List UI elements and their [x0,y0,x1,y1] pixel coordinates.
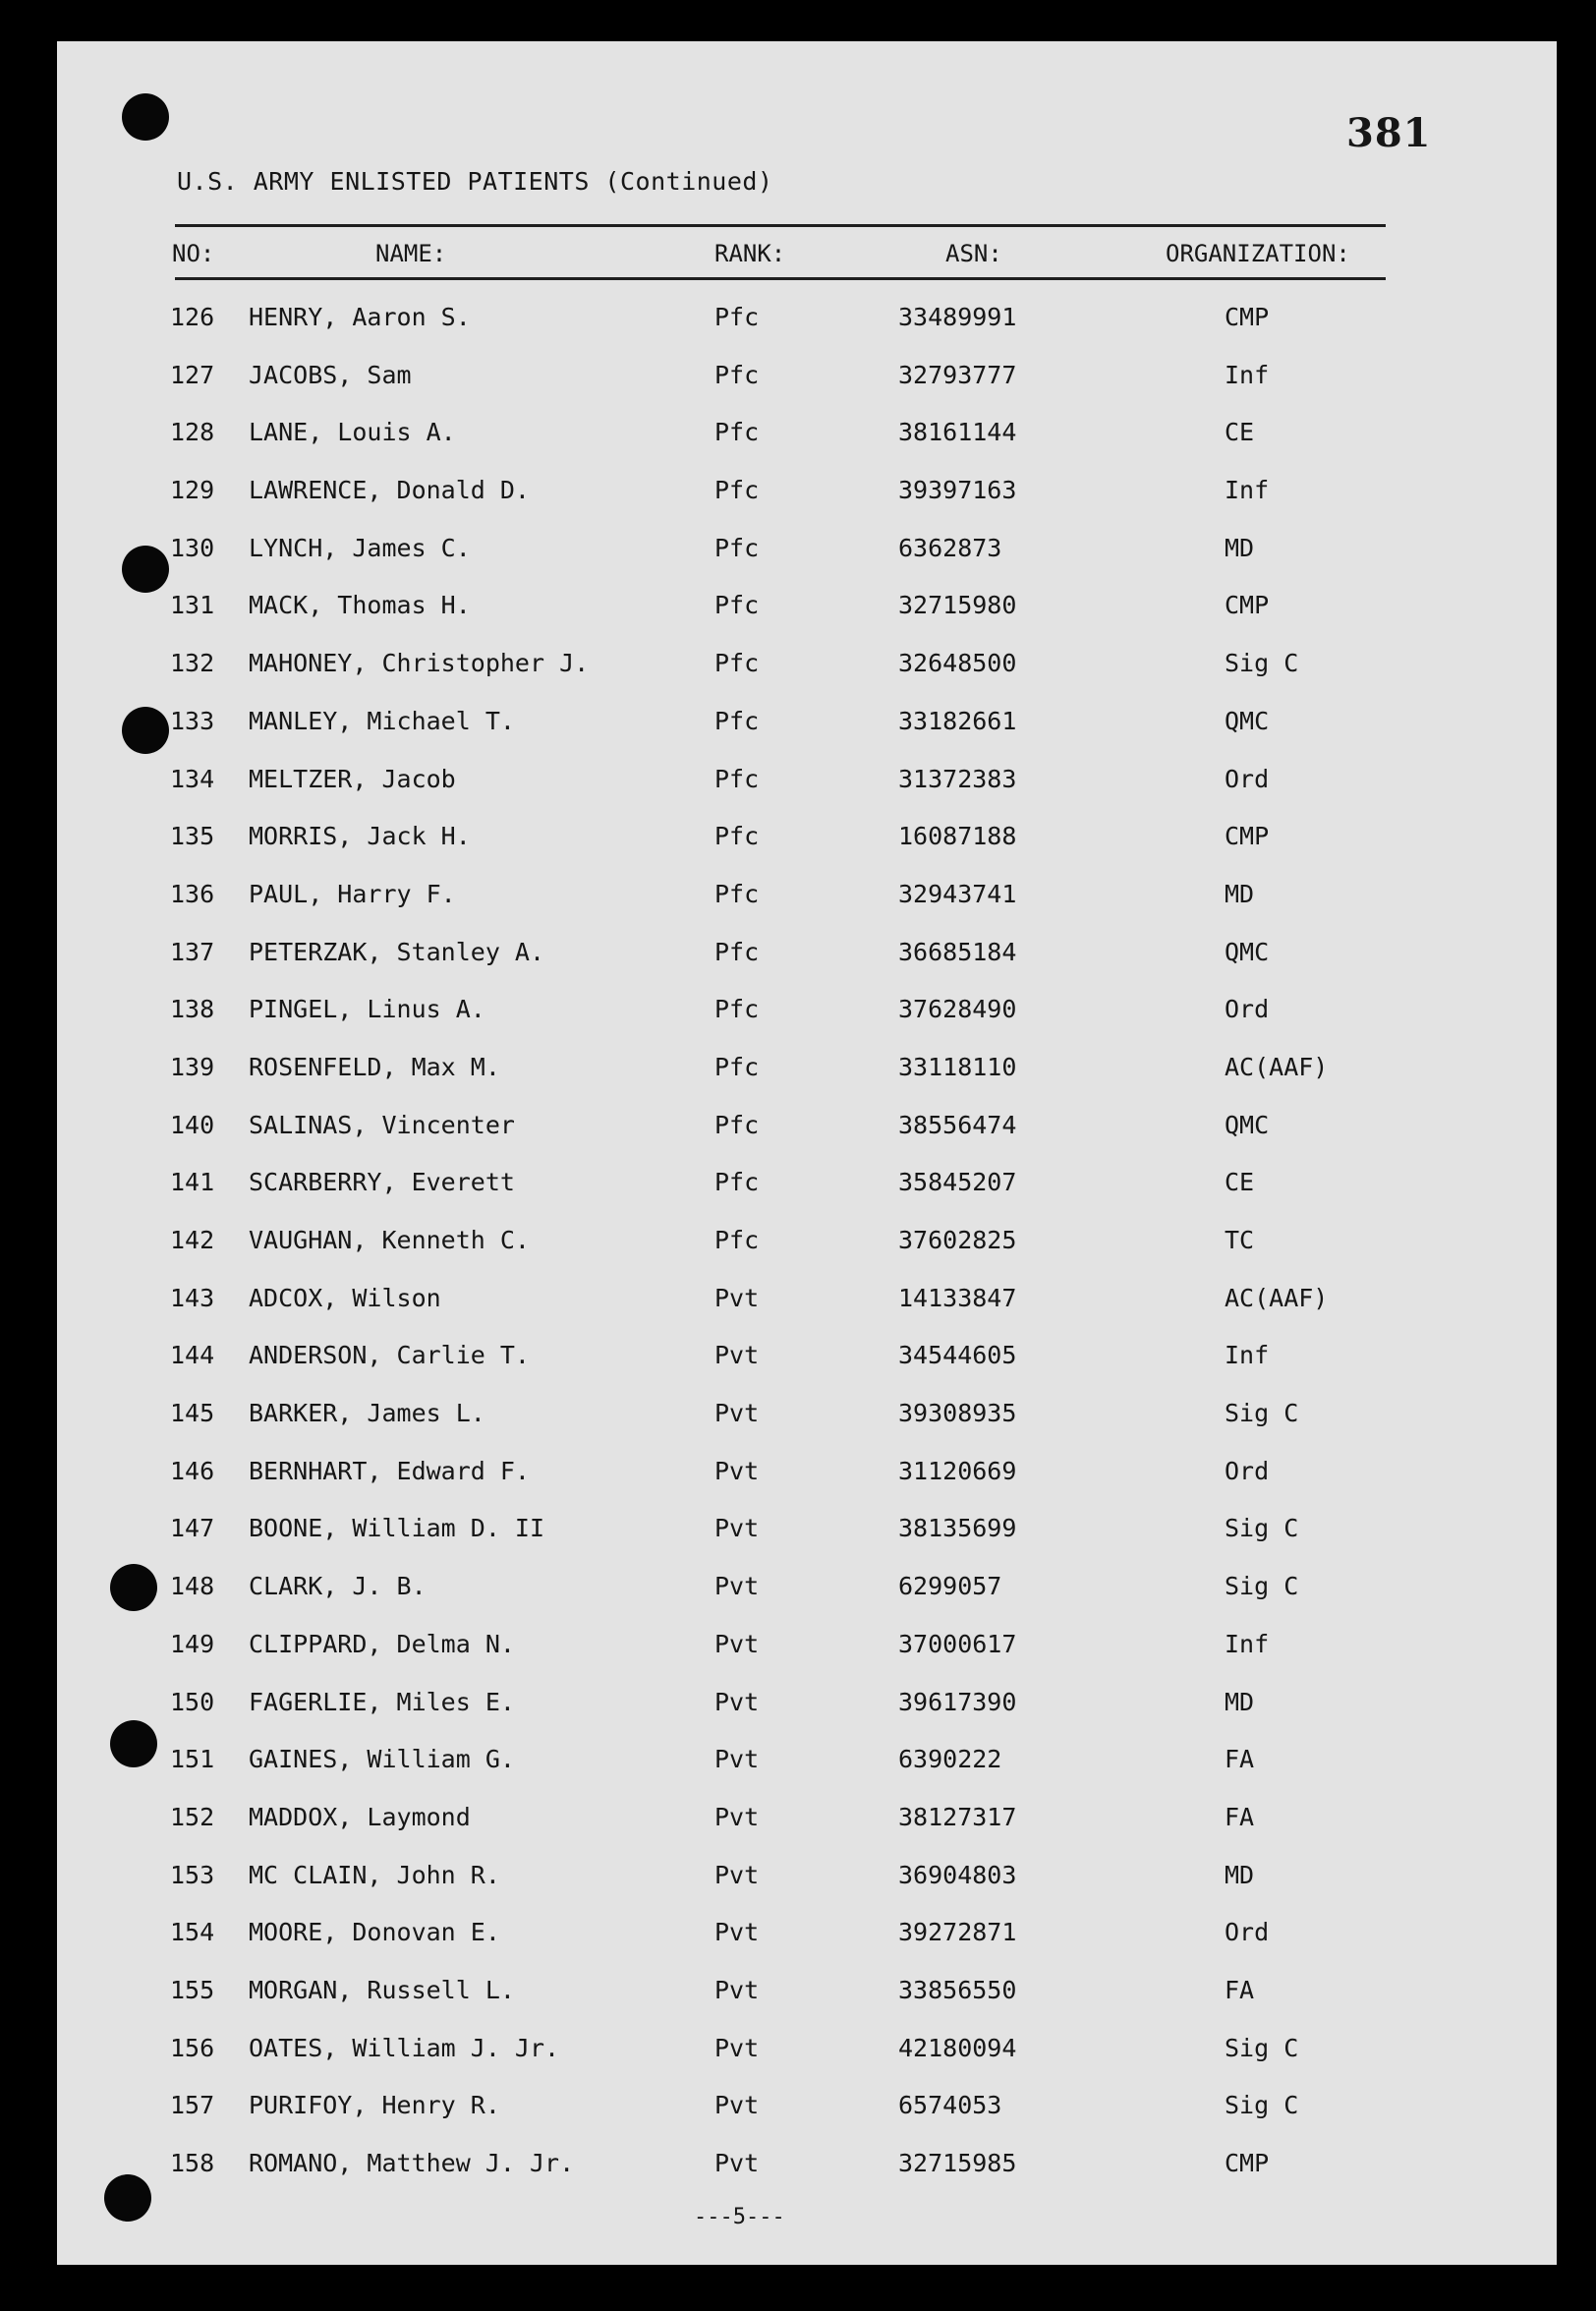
cell-name: MC CLAIN, John R. [249,1860,500,1889]
page-footer: ---5--- [694,2205,785,2229]
cell-rank: Pvt [714,1572,760,1601]
cell-no: 134 [170,764,215,793]
header-bottom-rule [175,277,1386,280]
cell-name: VAUGHAN, Kenneth C. [249,1226,530,1254]
cell-no: 130 [170,533,215,562]
cell-name: CLIPPARD, Delma N. [249,1629,515,1658]
header-top-rule [175,224,1386,227]
column-header-no: NO: [172,240,215,267]
cell-rank: Pvt [714,1802,760,1831]
cell-organization: QMC [1225,937,1270,966]
cell-organization: Ord [1225,995,1270,1024]
cell-no: 137 [170,937,215,966]
cell-name: MAHONEY, Christopher J. [249,649,590,678]
cell-asn: 32943741 [898,879,1017,908]
cell-name: GAINES, William G. [249,1745,515,1774]
cell-no: 149 [170,1629,215,1658]
cell-rank: Pfc [714,649,760,678]
cell-no: 132 [170,649,215,678]
cell-no: 147 [170,1514,215,1543]
cell-rank: Pvt [714,2091,760,2120]
cell-rank: Pvt [714,1629,760,1658]
punch-hole [122,93,169,141]
cell-asn: 36685184 [898,937,1017,966]
cell-rank: Pfc [714,476,760,505]
cell-name: SCARBERRY, Everett [249,1168,515,1197]
table-row [0,822,1596,880]
cell-asn: 39272871 [898,1918,1017,1947]
table-row [0,2091,1596,2149]
column-header-rank: RANK: [714,240,786,267]
cell-no: 129 [170,476,215,505]
cell-organization: CMP [1225,2149,1270,2177]
cell-no: 136 [170,879,215,908]
table-row [0,1861,1596,1919]
cell-organization: FA [1225,1975,1255,2004]
cell-rank: Pfc [714,1110,760,1139]
cell-asn: 39308935 [898,1399,1017,1428]
cell-name: SALINAS, Vincenter [249,1110,515,1139]
cell-name: BERNHART, Edward F. [249,1456,530,1485]
cell-rank: Pfc [714,1052,760,1081]
table-row [0,2149,1596,2207]
table-row [0,1053,1596,1111]
cell-no: 156 [170,2033,215,2062]
table-row [0,1457,1596,1515]
cell-no: 157 [170,2091,215,2120]
cell-rank: Pvt [714,1860,760,1889]
cell-organization: TC [1225,1226,1255,1254]
cell-organization: CE [1225,1168,1255,1197]
cell-asn: 6574053 [898,2091,1002,2120]
cell-name: BOONE, William D. II [249,1514,545,1543]
cell-organization: FA [1225,1745,1255,1774]
cell-organization: FA [1225,1802,1255,1831]
cell-organization: Inf [1225,1629,1270,1658]
cell-rank: Pvt [714,1514,760,1543]
table-row [0,1226,1596,1284]
cell-organization: Sig C [1225,2033,1299,2062]
cell-asn: 33856550 [898,1975,1017,2004]
cell-organization: Sig C [1225,1572,1299,1601]
cell-rank: Pfc [714,533,760,562]
cell-asn: 37602825 [898,1226,1017,1254]
cell-asn: 6362873 [898,533,1002,562]
cell-asn: 33489991 [898,303,1017,331]
cell-organization: Ord [1225,1456,1270,1485]
table-row [0,303,1596,361]
cell-asn: 32793777 [898,360,1017,389]
table-row [0,765,1596,823]
table-row [0,1399,1596,1457]
cell-name: MACK, Thomas H. [249,591,471,620]
cell-rank: Pvt [714,1456,760,1485]
table-row [0,1918,1596,1976]
cell-name: ROSENFELD, Max M. [249,1052,500,1081]
cell-rank: Pfc [714,706,760,735]
cell-no: 148 [170,1572,215,1601]
cell-rank: Pfc [714,418,760,447]
table-row [0,880,1596,938]
cell-name: PURIFOY, Henry R. [249,2091,500,2120]
column-header-asn: ASN: [945,240,1002,267]
cell-asn: 38127317 [898,1802,1017,1831]
cell-asn: 33118110 [898,1052,1017,1081]
cell-asn: 32648500 [898,649,1017,678]
cell-rank: Pfc [714,1226,760,1254]
table-row [0,1514,1596,1572]
table-row [0,649,1596,707]
cell-no: 154 [170,1918,215,1947]
table-row [0,1630,1596,1688]
cell-name: MELTZER, Jacob [249,764,456,793]
cell-rank: Pvt [714,1975,760,2004]
cell-asn: 38161144 [898,418,1017,447]
cell-name: HENRY, Aaron S. [249,303,471,331]
cell-no: 139 [170,1052,215,1081]
cell-asn: 6299057 [898,1572,1002,1601]
cell-asn: 31372383 [898,764,1017,793]
cell-rank: Pfc [714,822,760,851]
cell-name: ADCOX, Wilson [249,1283,441,1312]
table-row [0,2034,1596,2092]
cell-organization: Inf [1225,360,1270,389]
page-number: 381 [1346,110,1432,156]
cell-organization: CMP [1225,822,1270,851]
cell-organization: CE [1225,418,1255,447]
cell-name: JACOBS, Sam [249,360,412,389]
cell-organization: QMC [1225,706,1270,735]
table-row [0,995,1596,1053]
cell-rank: Pvt [714,1341,760,1370]
cell-rank: Pvt [714,1745,760,1774]
cell-rank: Pfc [714,303,760,331]
cell-rank: Pfc [714,879,760,908]
cell-no: 141 [170,1168,215,1197]
cell-no: 127 [170,360,215,389]
table-row [0,1803,1596,1861]
cell-asn: 32715985 [898,2149,1017,2177]
cell-organization: Inf [1225,476,1270,505]
cell-no: 138 [170,995,215,1024]
cell-name: MADDOX, Laymond [249,1802,471,1831]
cell-organization: Ord [1225,764,1270,793]
cell-name: LANE, Louis A. [249,418,456,447]
cell-rank: Pvt [714,1687,760,1716]
cell-name: ANDERSON, Carlie T. [249,1341,530,1370]
cell-asn: 37628490 [898,995,1017,1024]
cell-no: 150 [170,1687,215,1716]
cell-organization: Sig C [1225,2091,1299,2120]
cell-organization: Sig C [1225,649,1299,678]
cell-rank: Pvt [714,2033,760,2062]
document-title: U.S. ARMY ENLISTED PATIENTS (Continued) [177,167,773,196]
table-row [0,1688,1596,1746]
cell-no: 146 [170,1456,215,1485]
cell-rank: Pfc [714,764,760,793]
cell-asn: 36904803 [898,1860,1017,1889]
cell-rank: Pfc [714,1168,760,1197]
cell-organization: Sig C [1225,1514,1299,1543]
cell-name: PINGEL, Linus A. [249,995,485,1024]
cell-no: 144 [170,1341,215,1370]
cell-name: MORRIS, Jack H. [249,822,471,851]
cell-rank: Pvt [714,1283,760,1312]
table-row [0,591,1596,649]
cell-rank: Pvt [714,1918,760,1947]
table-row [0,1572,1596,1630]
cell-name: MANLEY, Michael T. [249,706,515,735]
cell-no: 151 [170,1745,215,1774]
cell-name: LYNCH, James C. [249,533,471,562]
cell-name: MORGAN, Russell L. [249,1975,515,2004]
cell-name: BARKER, James L. [249,1399,485,1428]
cell-asn: 33182661 [898,706,1017,735]
cell-no: 145 [170,1399,215,1428]
table-row [0,1341,1596,1399]
cell-asn: 37000617 [898,1629,1017,1658]
cell-no: 131 [170,591,215,620]
table-row [0,1976,1596,2034]
cell-name: PETERZAK, Stanley A. [249,937,545,966]
cell-asn: 38556474 [898,1110,1017,1139]
table-row [0,418,1596,476]
table-row [0,707,1596,765]
cell-asn: 32715980 [898,591,1017,620]
cell-name: MOORE, Donovan E. [249,1918,500,1947]
cell-asn: 39397163 [898,476,1017,505]
table-row [0,1168,1596,1226]
cell-no: 153 [170,1860,215,1889]
cell-name: CLARK, J. B. [249,1572,427,1601]
cell-rank: Pfc [714,591,760,620]
table-row [0,938,1596,996]
cell-name: ROMANO, Matthew J. Jr. [249,2149,575,2177]
cell-no: 158 [170,2149,215,2177]
cell-rank: Pvt [714,2149,760,2177]
cell-no: 142 [170,1226,215,1254]
patient-table [0,303,1596,2207]
cell-rank: Pfc [714,937,760,966]
table-row [0,361,1596,419]
cell-asn: 31120669 [898,1456,1017,1485]
cell-organization: Inf [1225,1341,1270,1370]
cell-no: 128 [170,418,215,447]
cell-organization: AC(AAF) [1225,1283,1329,1312]
cell-asn: 6390222 [898,1745,1002,1774]
cell-name: FAGERLIE, Miles E. [249,1687,515,1716]
cell-asn: 16087188 [898,822,1017,851]
cell-asn: 34544605 [898,1341,1017,1370]
cell-asn: 14133847 [898,1283,1017,1312]
cell-organization: Sig C [1225,1399,1299,1428]
cell-rank: Pvt [714,1399,760,1428]
cell-organization: MD [1225,533,1255,562]
cell-organization: AC(AAF) [1225,1052,1329,1081]
cell-no: 155 [170,1975,215,2004]
cell-no: 126 [170,303,215,331]
table-row [0,476,1596,534]
table-row [0,1111,1596,1169]
cell-asn: 38135699 [898,1514,1017,1543]
cell-asn: 39617390 [898,1687,1017,1716]
table-row [0,534,1596,592]
cell-organization: MD [1225,1687,1255,1716]
cell-organization: CMP [1225,591,1270,620]
cell-organization: CMP [1225,303,1270,331]
cell-asn: 42180094 [898,2033,1017,2062]
cell-no: 133 [170,706,215,735]
cell-organization: Ord [1225,1918,1270,1947]
cell-no: 135 [170,822,215,851]
cell-name: PAUL, Harry F. [249,879,456,908]
column-header-organization: ORGANIZATION: [1166,240,1350,267]
cell-rank: Pfc [714,995,760,1024]
cell-name: OATES, William J. Jr. [249,2033,560,2062]
table-row [0,1284,1596,1342]
table-row [0,1745,1596,1803]
cell-organization: QMC [1225,1110,1270,1139]
table-header [0,240,1596,269]
cell-no: 140 [170,1110,215,1139]
column-header-name: NAME: [375,240,447,267]
cell-asn: 35845207 [898,1168,1017,1197]
cell-no: 143 [170,1283,215,1312]
cell-no: 152 [170,1802,215,1831]
cell-organization: MD [1225,1860,1255,1889]
cell-name: LAWRENCE, Donald D. [249,476,530,505]
cell-rank: Pfc [714,360,760,389]
cell-organization: MD [1225,879,1255,908]
